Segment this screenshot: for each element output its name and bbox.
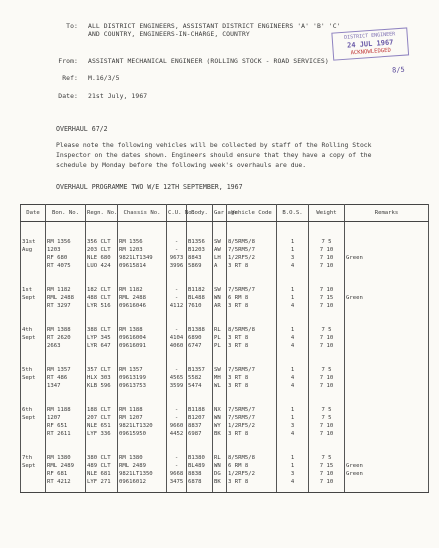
cell-weight: 7 10	[309, 478, 345, 493]
table-row	[21, 390, 429, 414]
cell-vehicle-code: 3 RT 8	[227, 342, 277, 350]
cell-vehicle-code: 7/5RM5/7	[227, 350, 277, 374]
cell-date	[21, 382, 46, 390]
cell-chassis-no: 09616012	[118, 478, 167, 493]
cell-garage: MH	[213, 374, 227, 382]
cell-date	[21, 302, 46, 310]
table-row	[21, 222, 429, 247]
cell-regn-no: 207 CLT	[86, 414, 118, 422]
cell-garage: BK	[213, 430, 227, 438]
cell-bon-no: 1203	[46, 246, 86, 254]
cell-cu-no: 4452	[167, 430, 187, 438]
column-header-cu-no: C.U. No.	[167, 205, 187, 222]
cell-date: Sept	[21, 374, 46, 382]
cell-weight: 7 10	[309, 374, 345, 382]
cell-bos: 1	[277, 246, 309, 254]
date-value: 21st July, 1967	[88, 92, 148, 100]
cell-body: B1207	[187, 414, 213, 422]
cell-remarks: Green	[345, 294, 429, 302]
from-value: ASSISTANT MECHANICAL ENGINEER (ROLLING STOCK - ROAD SERVICES)	[88, 57, 329, 65]
cell-vehicle-code: 1/2RF5/2	[227, 422, 277, 430]
table-row	[21, 374, 429, 382]
cell-cu-no: -	[167, 390, 187, 414]
cell-garage: WN	[213, 414, 227, 422]
cell-remarks	[345, 342, 429, 350]
from-label: From:	[58, 57, 78, 65]
cell-cu-no: -	[167, 462, 187, 470]
cell-remarks	[345, 262, 429, 270]
column-header-garage: Gar age	[213, 205, 227, 222]
cell-garage: WY	[213, 422, 227, 430]
cell-chassis-no: 09613753	[118, 382, 167, 390]
cell-weight: 7 5	[309, 310, 345, 334]
cell-chassis-no: 09615950	[118, 430, 167, 438]
cell-weight: 7 10	[309, 334, 345, 342]
cell-weight: 7 10	[309, 382, 345, 390]
cell-garage: RL	[213, 438, 227, 462]
cell-cu-no: -	[167, 246, 187, 254]
cell-body: 6878	[187, 478, 213, 493]
table-row	[21, 350, 429, 374]
cell-bon-no: RT 3297	[46, 302, 86, 310]
cell-vehicle-code: 6 RM 8	[227, 462, 277, 470]
table-row	[21, 478, 429, 493]
cell-regn-no: LYP 345	[86, 334, 118, 342]
cell-date: Sept	[21, 334, 46, 342]
cell-bos: 4	[277, 430, 309, 438]
table-row	[21, 430, 429, 438]
received-stamp	[331, 27, 410, 82]
cell-cu-no: 4060	[167, 342, 187, 350]
cell-regn-no: 182 CLT	[86, 270, 118, 294]
cell-bon-no: RM 1380	[46, 438, 86, 462]
cell-regn-no: 489 CLT	[86, 462, 118, 470]
cell-remarks	[345, 334, 429, 342]
cell-date	[21, 422, 46, 430]
cell-vehicle-code: 7/5RM5/7	[227, 270, 277, 294]
cell-body: 6890	[187, 334, 213, 342]
table-row	[21, 422, 429, 430]
cell-bos: 3	[277, 422, 309, 430]
cell-remarks	[345, 302, 429, 310]
cell-bos: 1	[277, 462, 309, 470]
cell-date: 5th	[21, 350, 46, 374]
cell-chassis-no: RM 1207	[118, 414, 167, 422]
cell-chassis-no: RM 1357	[118, 350, 167, 374]
table-header-row	[21, 205, 429, 222]
table-row	[21, 438, 429, 462]
ref-label: Ref:	[62, 74, 78, 82]
cell-body: 5582	[187, 374, 213, 382]
cell-vehicle-code: 8/5RM5/8	[227, 438, 277, 462]
cell-date: Sept	[21, 462, 46, 470]
cell-body: B1388	[187, 310, 213, 334]
cell-chassis-no: RML 2489	[118, 462, 167, 470]
cell-body: 5474	[187, 382, 213, 390]
cell-remarks	[345, 246, 429, 254]
cell-regn-no: 203 CLT	[86, 246, 118, 254]
cell-weight: 7 10	[309, 470, 345, 478]
table-row	[21, 262, 429, 270]
table-row	[21, 462, 429, 470]
cell-body: 5869	[187, 262, 213, 270]
cell-bon-no: RT 4212	[46, 478, 86, 493]
to-line-1: ALL DISTRICT ENGINEERS, ASSISTANT DISTRICT ENGINEERS 'A' 'B' 'C'	[88, 22, 341, 30]
cell-garage: SW	[213, 270, 227, 294]
cell-bon-no: RT 2611	[46, 430, 86, 438]
cell-chassis-no: RM 1203	[118, 246, 167, 254]
column-header-date: Date	[21, 205, 46, 222]
table-row	[21, 302, 429, 310]
cell-bon-no: 2663	[46, 342, 86, 350]
cell-chassis-no: 09616004	[118, 334, 167, 342]
cell-bos: 4	[277, 342, 309, 350]
cell-garage: NX	[213, 390, 227, 414]
cell-remarks	[345, 430, 429, 438]
table-row	[21, 382, 429, 390]
cell-bos: 1	[277, 390, 309, 414]
cell-bos: 4	[277, 262, 309, 270]
cell-weight: 7 10	[309, 246, 345, 254]
cell-body: B1188	[187, 390, 213, 414]
cell-chassis-no: 09615814	[118, 262, 167, 270]
cell-date: 7th	[21, 438, 46, 462]
cell-regn-no: NLE 651	[86, 422, 118, 430]
ref-row	[18, 74, 120, 82]
table-row	[21, 294, 429, 302]
cell-weight: 7 5	[309, 222, 345, 247]
overhaul-schedule-table	[20, 204, 429, 493]
cell-regn-no: LUO 424	[86, 262, 118, 270]
cell-chassis-no: 09616046	[118, 302, 167, 310]
cell-bon-no: RF 651	[46, 422, 86, 430]
cell-vehicle-code: 7/5RM5/7	[227, 414, 277, 422]
cell-body: B1356	[187, 222, 213, 247]
cell-bos: 4	[277, 478, 309, 493]
cell-regn-no: 380 CLT	[86, 438, 118, 462]
cell-weight: 7 10	[309, 422, 345, 430]
cell-date	[21, 430, 46, 438]
cell-weight: 7 10	[309, 430, 345, 438]
cell-bon-no: RM 1357	[46, 350, 86, 374]
cell-remarks	[345, 382, 429, 390]
cell-weight: 7 5	[309, 350, 345, 374]
to-row	[18, 22, 341, 38]
cell-vehicle-code: 3 RT 8	[227, 478, 277, 493]
cell-weight: 7 5	[309, 438, 345, 462]
cell-garage: PL	[213, 334, 227, 342]
cell-regn-no: LYR 516	[86, 302, 118, 310]
cell-weight: 7 10	[309, 302, 345, 310]
cell-chassis-no: RM 1182	[118, 270, 167, 294]
stamp-date: 24 JUL 1967	[346, 38, 394, 50]
cell-weight: 7 5	[309, 414, 345, 422]
cell-body: B1380	[187, 438, 213, 462]
cell-cu-no: -	[167, 270, 187, 294]
table-row	[21, 414, 429, 422]
cell-vehicle-code: 3 RT 8	[227, 262, 277, 270]
cell-remarks	[345, 478, 429, 493]
programme-title: OVERHAUL PROGRAMME TWO W/E 12TH SEPTEMBER, 1967	[56, 183, 243, 191]
cell-garage: AW	[213, 246, 227, 254]
cell-remarks: Green	[345, 470, 429, 478]
table-row	[21, 246, 429, 254]
cell-bon-no: 1207	[46, 414, 86, 422]
cell-bon-no: RM 1356	[46, 222, 86, 247]
cell-date: Aug	[21, 246, 46, 254]
cell-body: B1357	[187, 350, 213, 374]
cell-date	[21, 262, 46, 270]
cell-cu-no: 3996	[167, 262, 187, 270]
table-row	[21, 470, 429, 478]
cell-bon-no: RML 2489	[46, 462, 86, 470]
section-title: OVERHAUL 67/2	[56, 125, 108, 133]
cell-regn-no: KLB 596	[86, 382, 118, 390]
cell-date	[21, 470, 46, 478]
cell-cu-no: 3599	[167, 382, 187, 390]
cell-bos: 1	[277, 222, 309, 247]
cell-remarks: Green	[345, 254, 429, 262]
cell-bos: 1	[277, 294, 309, 302]
cell-body: 8843	[187, 254, 213, 262]
cell-body: BL489	[187, 462, 213, 470]
cell-weight: 7 15	[309, 462, 345, 470]
table-row	[21, 334, 429, 342]
cell-bos: 1	[277, 350, 309, 374]
cell-body: B1203	[187, 246, 213, 254]
date-row	[18, 92, 147, 100]
cell-garage: DG	[213, 470, 227, 478]
cell-bon-no: RM 1388	[46, 310, 86, 334]
cell-vehicle-code: 6 RM 8	[227, 294, 277, 302]
cell-remarks	[345, 222, 429, 247]
cell-date: Sept	[21, 414, 46, 422]
cell-body: BL488	[187, 294, 213, 302]
column-header-weight: Weight	[309, 205, 345, 222]
cell-garage: AR	[213, 302, 227, 310]
cell-weight: 7 10	[309, 342, 345, 350]
ref-value: M.16/3/5	[88, 74, 120, 82]
cell-garage: LH	[213, 254, 227, 262]
cell-vehicle-code: 3 RT 8	[227, 430, 277, 438]
cell-chassis-no: RM 1380	[118, 438, 167, 462]
cell-remarks: Green	[345, 462, 429, 470]
cell-cu-no: -	[167, 310, 187, 334]
cell-remarks	[345, 310, 429, 334]
cell-vehicle-code: 3 RT 8	[227, 334, 277, 342]
cell-garage: RL	[213, 310, 227, 334]
cell-garage: WN	[213, 294, 227, 302]
table-row	[21, 254, 429, 262]
cell-body: 8837	[187, 422, 213, 430]
column-header-chassis-no: Chassis No.	[118, 205, 167, 222]
cell-cu-no: 9673	[167, 254, 187, 262]
cell-vehicle-code: 1/2RF5/2	[227, 254, 277, 262]
cell-garage: SW	[213, 222, 227, 247]
cell-remarks	[345, 438, 429, 462]
cell-chassis-no: 9821LT1350	[118, 470, 167, 478]
stamp-line-1: DISTRICT ENGINEER	[343, 31, 396, 41]
cell-regn-no: 356 CLT	[86, 222, 118, 247]
cell-date: 31st	[21, 222, 46, 247]
from-row	[18, 57, 329, 65]
cell-body: B1182	[187, 270, 213, 294]
cell-weight: 7 5	[309, 390, 345, 414]
cell-regn-no: HLX 303	[86, 374, 118, 382]
to-line-2: AND COUNTRY, ENGINEERS-IN-CHARGE, COUNTRY	[88, 30, 250, 38]
cell-chassis-no: RM 1188	[118, 390, 167, 414]
cell-body: 8838	[187, 470, 213, 478]
cell-garage: SW	[213, 350, 227, 374]
date-label: Date:	[58, 92, 78, 100]
cell-regn-no: 388 CLT	[86, 310, 118, 334]
column-header-remarks: Remarks	[345, 205, 429, 222]
cell-regn-no: LYR 647	[86, 342, 118, 350]
cell-vehicle-code: 7/5RM5/7	[227, 390, 277, 414]
cell-cu-no: -	[167, 438, 187, 462]
cell-date: Sept	[21, 294, 46, 302]
cell-cu-no: -	[167, 294, 187, 302]
cell-regn-no: 488 CLT	[86, 294, 118, 302]
table-row	[21, 342, 429, 350]
column-header-vehicle-code: Vehicle Code	[227, 205, 277, 222]
cell-remarks	[345, 422, 429, 430]
cell-garage: BK	[213, 478, 227, 493]
cell-remarks	[345, 414, 429, 422]
cell-chassis-no: 9821LT1320	[118, 422, 167, 430]
cell-bos: 4	[277, 374, 309, 382]
instruction-note: Please note the following vehicles will be collected by staff of the Rolling Stock Inspector on the dates shown. Engineers should ensure that they have a copy of the schedule by Monday before the following week's overhauls are due.	[56, 141, 372, 169]
cell-garage: WL	[213, 382, 227, 390]
cell-regn-no: NLE 680	[86, 254, 118, 262]
cell-cu-no: 4565	[167, 374, 187, 382]
cell-bos: 3	[277, 470, 309, 478]
cell-date	[21, 254, 46, 262]
column-header-bon-no: Bon. No.	[46, 205, 86, 222]
cell-bos: 4	[277, 382, 309, 390]
cell-weight: 7 15	[309, 294, 345, 302]
cell-bos: 1	[277, 438, 309, 462]
cell-vehicle-code: 3 RT 8	[227, 374, 277, 382]
cell-weight: 7 10	[309, 270, 345, 294]
cell-weight: 7 10	[309, 254, 345, 262]
table-row	[21, 310, 429, 334]
cell-date: 4th	[21, 310, 46, 334]
cell-body: 7610	[187, 302, 213, 310]
cell-bos: 4	[277, 302, 309, 310]
cell-vehicle-code: 3 RT 8	[227, 302, 277, 310]
cell-bon-no: RM 1182	[46, 270, 86, 294]
cell-cu-no: -	[167, 350, 187, 374]
cell-garage: A	[213, 262, 227, 270]
cell-bon-no: RML 2488	[46, 294, 86, 302]
cell-bon-no: RM 1188	[46, 390, 86, 414]
cell-cu-no: 3475	[167, 478, 187, 493]
cell-cu-no: 9668	[167, 470, 187, 478]
column-header-bos: B.O.S.	[277, 205, 309, 222]
cell-body: 6747	[187, 342, 213, 350]
cell-date: 1st	[21, 270, 46, 294]
cell-garage: PL	[213, 342, 227, 350]
cell-garage: WN	[213, 462, 227, 470]
cell-bos: 1	[277, 310, 309, 334]
cell-bon-no: RF 681	[46, 470, 86, 478]
table-row	[21, 270, 429, 294]
cell-bos: 1	[277, 270, 309, 294]
cell-remarks	[345, 270, 429, 294]
cell-vehicle-code: 7/5RM5/7	[227, 246, 277, 254]
cell-chassis-no: RM 1388	[118, 310, 167, 334]
cell-cu-no: 4104	[167, 334, 187, 342]
cell-vehicle-code: 8/5RM5/8	[227, 310, 277, 334]
to-label: To:	[66, 22, 78, 30]
cell-vehicle-code: 3 RT 8	[227, 382, 277, 390]
cell-regn-no: 188 CLT	[86, 390, 118, 414]
cell-regn-no: NLE 681	[86, 470, 118, 478]
cell-weight: 7 10	[309, 262, 345, 270]
cell-bos: 3	[277, 254, 309, 262]
cell-regn-no: 357 CLT	[86, 350, 118, 374]
stamp-handwriting: 8/5	[391, 65, 406, 75]
cell-bon-no: RT 4075	[46, 262, 86, 270]
cell-chassis-no: RM 1356	[118, 222, 167, 247]
cell-chassis-no: 09613199	[118, 374, 167, 382]
cell-bos: 1	[277, 414, 309, 422]
cell-remarks	[345, 374, 429, 382]
cell-remarks	[345, 350, 429, 374]
column-header-regn-no: Regn. No.	[86, 205, 118, 222]
cell-vehicle-code: 8/5RM5/8	[227, 222, 277, 247]
cell-bon-no: 1347	[46, 382, 86, 390]
cell-cu-no: -	[167, 414, 187, 422]
cell-cu-no: 9660	[167, 422, 187, 430]
cell-chassis-no: RML 2488	[118, 294, 167, 302]
cell-body: 6987	[187, 430, 213, 438]
cell-bon-no: RF 680	[46, 254, 86, 262]
cell-cu-no: -	[167, 222, 187, 247]
cell-bos: 4	[277, 334, 309, 342]
cell-date	[21, 342, 46, 350]
cell-bon-no: RT 2620	[46, 334, 86, 342]
stamp-ack: ACKNOWLEDGED	[350, 47, 392, 57]
cell-regn-no: LYF 271	[86, 478, 118, 493]
cell-remarks	[345, 390, 429, 414]
cell-cu-no: 4112	[167, 302, 187, 310]
cell-date	[21, 478, 46, 493]
cell-chassis-no: 09616091	[118, 342, 167, 350]
cell-chassis-no: 9821LT1349	[118, 254, 167, 262]
cell-bon-no: RT 486	[46, 374, 86, 382]
column-header-body: Body.	[187, 205, 213, 222]
cell-vehicle-code: 1/2RF5/2	[227, 470, 277, 478]
cell-date: 6th	[21, 390, 46, 414]
cell-regn-no: LYF 336	[86, 430, 118, 438]
